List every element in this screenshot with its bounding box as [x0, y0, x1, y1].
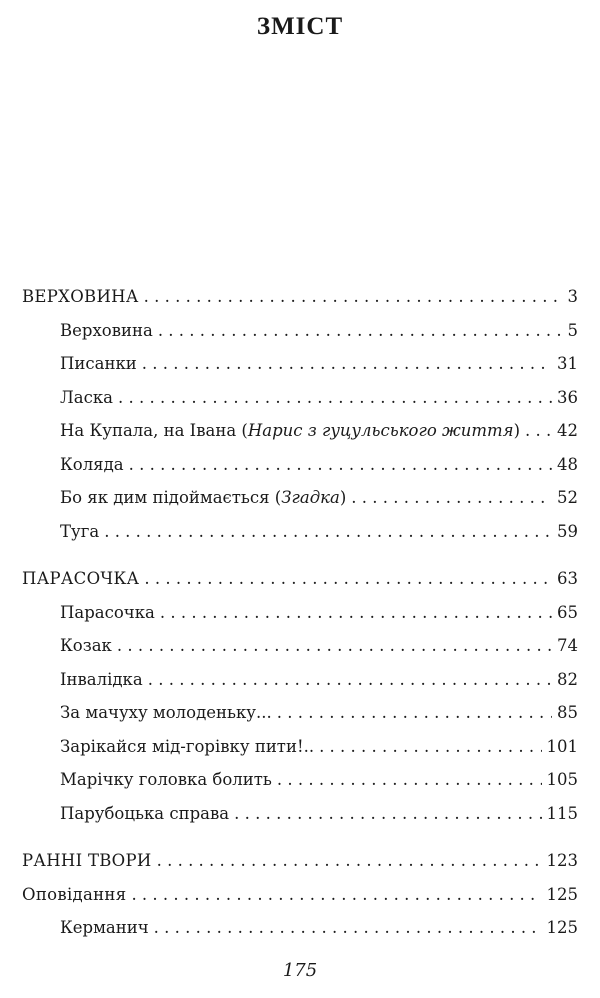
dot-leader [131, 878, 541, 912]
toc-entry-label: ПАРАСОЧКА [22, 569, 140, 588]
toc-entry-page: 125 [546, 918, 578, 937]
toc-entry-page: 74 [557, 636, 578, 655]
toc-entry-label-end: ) [339, 488, 347, 507]
toc-entry[interactable] [22, 911, 578, 945]
toc-entry-label: ВЕРХОВИНА [22, 287, 139, 306]
toc-entry-label-main: Бо як дим підоймається ( [60, 488, 282, 507]
toc-entry-page: 101 [546, 736, 578, 756]
dot-leader [129, 448, 552, 482]
dot-leader [144, 280, 563, 314]
toc-entry[interactable] [22, 763, 578, 797]
toc-entry-page: 105 [546, 770, 578, 789]
dot-leader [319, 730, 541, 764]
toc-entry[interactable] [22, 414, 578, 448]
toc-entry-label: Писанки [60, 354, 137, 373]
toc-entry-page: 65 [557, 602, 578, 622]
toc-entry-label: Ласка [60, 387, 113, 407]
toc-entry[interactable] [22, 381, 578, 415]
page-number: 175 [282, 960, 318, 981]
toc-entry-label: Парасочка [60, 602, 155, 622]
toc-entry-page: 82 [557, 669, 578, 689]
toc-entry-page: 48 [557, 454, 578, 474]
toc-entry-page: 59 [557, 521, 578, 541]
toc-section-ranni-tvory[interactable] [22, 844, 578, 878]
table-of-contents [22, 280, 578, 945]
toc-entry-label: Козак [60, 636, 112, 655]
toc-entry-label: Марічку головка болить [60, 770, 272, 789]
toc-entry[interactable] [22, 629, 578, 663]
toc-entry-label [60, 414, 520, 448]
dot-leader [154, 911, 542, 945]
dot-leader [144, 562, 552, 596]
toc-entry-label: РАННІ ТВОРИ [22, 851, 152, 870]
toc-entry[interactable] [22, 515, 578, 549]
dot-leader [118, 381, 552, 415]
dot-leader [277, 696, 552, 730]
toc-entry[interactable] [22, 481, 578, 515]
toc-entry[interactable] [22, 448, 578, 482]
dot-leader [277, 763, 542, 797]
toc-entry-page: 52 [557, 488, 578, 507]
toc-entry-label: Парубоцька справа [60, 803, 230, 823]
dot-leader [142, 347, 552, 381]
toc-entry-page: 125 [546, 884, 578, 904]
page-title: ЗМІСТ [256, 13, 344, 40]
dot-leader [148, 663, 552, 697]
toc-entry-label: Зарікайся мід-горівку пити!.. [60, 736, 315, 756]
toc-entry[interactable] [22, 347, 578, 381]
toc-section-parasochka[interactable] [22, 562, 578, 596]
dot-leader [157, 844, 542, 878]
dot-leader [117, 629, 552, 663]
toc-entry-page: 123 [546, 851, 578, 870]
toc-entry-page: 63 [557, 569, 578, 588]
toc-entry-label: За мачуху молоденьку... [60, 703, 272, 722]
toc-entry-label: Інвалідка [60, 669, 143, 689]
dot-leader [234, 797, 541, 831]
toc-entry[interactable] [22, 730, 578, 764]
toc-entry[interactable] [22, 696, 578, 730]
toc-entry[interactable] [22, 663, 578, 697]
toc-entry-label: Коляда [60, 454, 124, 474]
toc-entry-page: 31 [557, 354, 578, 373]
toc-entry-label [60, 481, 346, 515]
toc-entry-label-end: ) [513, 421, 521, 440]
toc-entry-page: 3 [567, 287, 578, 306]
toc-entry[interactable] [22, 596, 578, 630]
toc-entry-label: Оповідання [22, 884, 127, 904]
toc-entry-subtitle: Згадка [281, 488, 340, 507]
toc-entry-label-main: На Купала, на Івана ( [60, 421, 248, 440]
toc-section-verkhovyna[interactable] [22, 280, 578, 314]
dot-leader [160, 596, 552, 630]
toc-entry-page: 36 [557, 387, 578, 407]
toc-entry-label: Керманич [60, 918, 149, 937]
toc-entry-label: Верховина [60, 320, 153, 340]
dot-leader [158, 314, 563, 348]
toc-entry-page: 115 [546, 803, 578, 823]
toc-entry[interactable] [22, 314, 578, 348]
dot-leader [104, 515, 552, 549]
toc-entry-subtitle: Нарис з гуцульського життя [247, 421, 514, 440]
dot-leader [351, 481, 552, 515]
dot-leader [525, 414, 552, 448]
toc-entry-page: 85 [557, 703, 578, 722]
toc-entry-page: 42 [557, 421, 578, 440]
toc-entry-page: 5 [567, 320, 578, 340]
toc-entry-label: Туга [60, 521, 100, 541]
toc-entry[interactable] [22, 797, 578, 831]
toc-subsection-opovidannia[interactable] [22, 878, 578, 912]
